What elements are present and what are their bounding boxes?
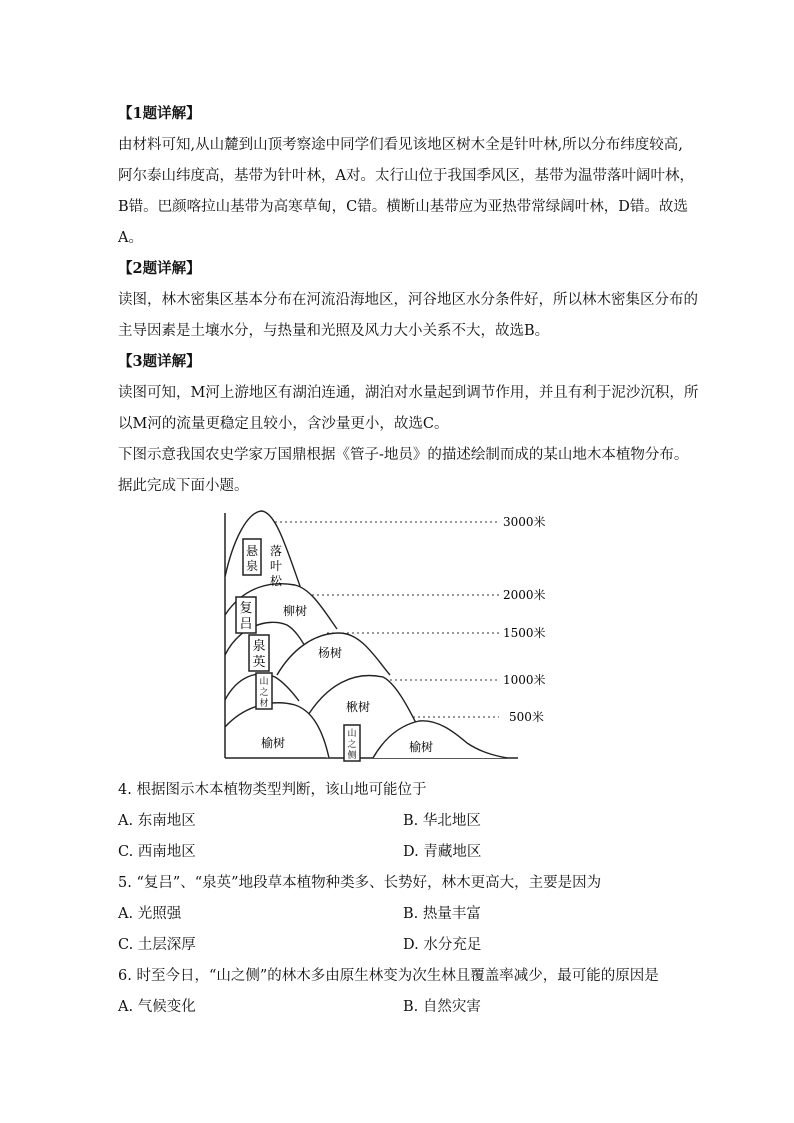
explanation-1-line-3: B错。巴颜喀拉山基带为高寒草甸，C错。横断山基带应为亚热带常绿阔叶林，D错。故选	[118, 199, 688, 215]
intro-line-1: 下图示意我国农史学家万国鼎根据《管子-地员》的描述绘制而成的某山地木本植物分布。	[118, 447, 689, 463]
luoyesong-char-1: 落	[269, 544, 283, 558]
zone-quanying-char-2: 英	[252, 655, 266, 670]
mountain-vegetation-diagram	[215, 505, 555, 767]
zone-box-shanzhice	[344, 725, 360, 761]
zone-xuanquan-char-2: 泉	[245, 559, 259, 573]
question-4-option-d[interactable]: D. 青藏地区	[403, 844, 482, 860]
zone-shanzhice-char-2: 之	[347, 740, 357, 750]
question-4-stem: 4. 根据图示木本植物类型判断，该山地可能位于	[118, 782, 427, 798]
zone-shanzhicai-char-1: 山	[259, 677, 269, 687]
question-5-option-d[interactable]: D. 水分充足	[403, 937, 482, 953]
explanation-3-heading: 【3题详解】	[118, 353, 201, 370]
hump-yushu-right	[373, 721, 507, 758]
tree-label-yangshu: 杨树	[317, 646, 343, 660]
question-6-option-a[interactable]: A. 气候变化	[118, 999, 196, 1015]
zone-box-shanzhicai	[256, 673, 272, 709]
tree-label-luoyesong	[270, 543, 283, 588]
tree-label-qiushu: 楸树	[345, 700, 371, 714]
tree-label-yushu-left: 榆树	[260, 736, 286, 750]
explanation-1-line-4: A。	[118, 230, 143, 246]
elev-label-1000: 1000米	[503, 673, 546, 687]
question-5-option-b[interactable]: B. 热量丰富	[403, 906, 481, 922]
question-6-option-b[interactable]: B. 自然灾害	[403, 999, 481, 1015]
question-5-option-c[interactable]: C. 土层深厚	[118, 937, 196, 953]
explanation-1-line-1: 由材料可知,从山麓到山顶考察途中同学们看见该地区树木全是针叶林,所以分布纬度较高,	[118, 137, 683, 153]
zone-quanying-char-1: 泉	[252, 639, 266, 654]
elev-label-500: 500米	[509, 710, 544, 724]
explanation-2-line-1: 读图，林木密集区基本分布在河流沿海地区，河谷地区水分条件好，所以林木密集区分布的	[118, 292, 698, 308]
question-4-option-c[interactable]: C. 西南地区	[118, 844, 196, 860]
explanation-1-heading: 【1题详解】	[118, 105, 201, 122]
zone-xuanquan-char-1: 悬	[245, 544, 259, 558]
zone-shanzhicai-char-2: 之	[259, 688, 269, 698]
zone-box-fulv	[236, 597, 256, 633]
question-4-option-b[interactable]: B. 华北地区	[403, 813, 481, 829]
zone-shanzhice-char-1: 山	[347, 729, 357, 739]
question-5-stem: 5. “复吕”、“泉英”地段草本植物种类多、长势好，林木更高大，主要是因为	[118, 875, 602, 891]
explanation-1-line-2: 阿尔泰山纬度高，基带为针叶林，A对。太行山位于我国季风区，基带为温带落叶阔叶林，	[118, 168, 694, 184]
elev-label-3000: 3000米	[503, 515, 546, 529]
explanation-2-heading: 【2题详解】	[118, 260, 201, 277]
zone-shanzhicai-char-3: 材	[259, 699, 269, 709]
zone-fulv-char-1: 复	[239, 601, 253, 616]
zone-box-quanying	[249, 635, 269, 671]
luoyesong-char-3: 松	[269, 574, 283, 588]
elev-label-2000: 2000米	[503, 588, 546, 602]
elev-label-1500: 1500米	[503, 626, 546, 640]
explanation-3-line-2: 以M河的流量更稳定且较小，含沙量更小，故选C。	[118, 416, 449, 432]
zone-fulv-char-2: 吕	[239, 617, 253, 632]
question-4-option-a[interactable]: A. 东南地区	[118, 813, 196, 829]
intro-line-2: 据此完成下面小题。	[118, 478, 249, 494]
tree-label-yushu-right: 榆树	[408, 740, 434, 754]
question-5-option-a[interactable]: A. 光照强	[118, 906, 182, 922]
explanation-2-line-2: 主导因素是土壤水分，与热量和光照及风力大小关系不大，故选B。	[118, 323, 550, 339]
explanation-3-line-1: 读图可知，M河上游地区有湖泊连通，湖泊对水量起到调节作用，并且有利于泥沙沉积，所	[118, 385, 699, 401]
tree-label-liushu: 柳树	[282, 604, 308, 618]
question-6-stem: 6. 时至今日，“山之侧”的林木多由原生林变为次生林且覆盖率减少，最可能的原因是	[118, 968, 659, 984]
zone-shanzhice-char-3: 侧	[347, 751, 357, 761]
zone-box-xuanquan	[243, 539, 261, 575]
luoyesong-char-2: 叶	[269, 559, 283, 573]
